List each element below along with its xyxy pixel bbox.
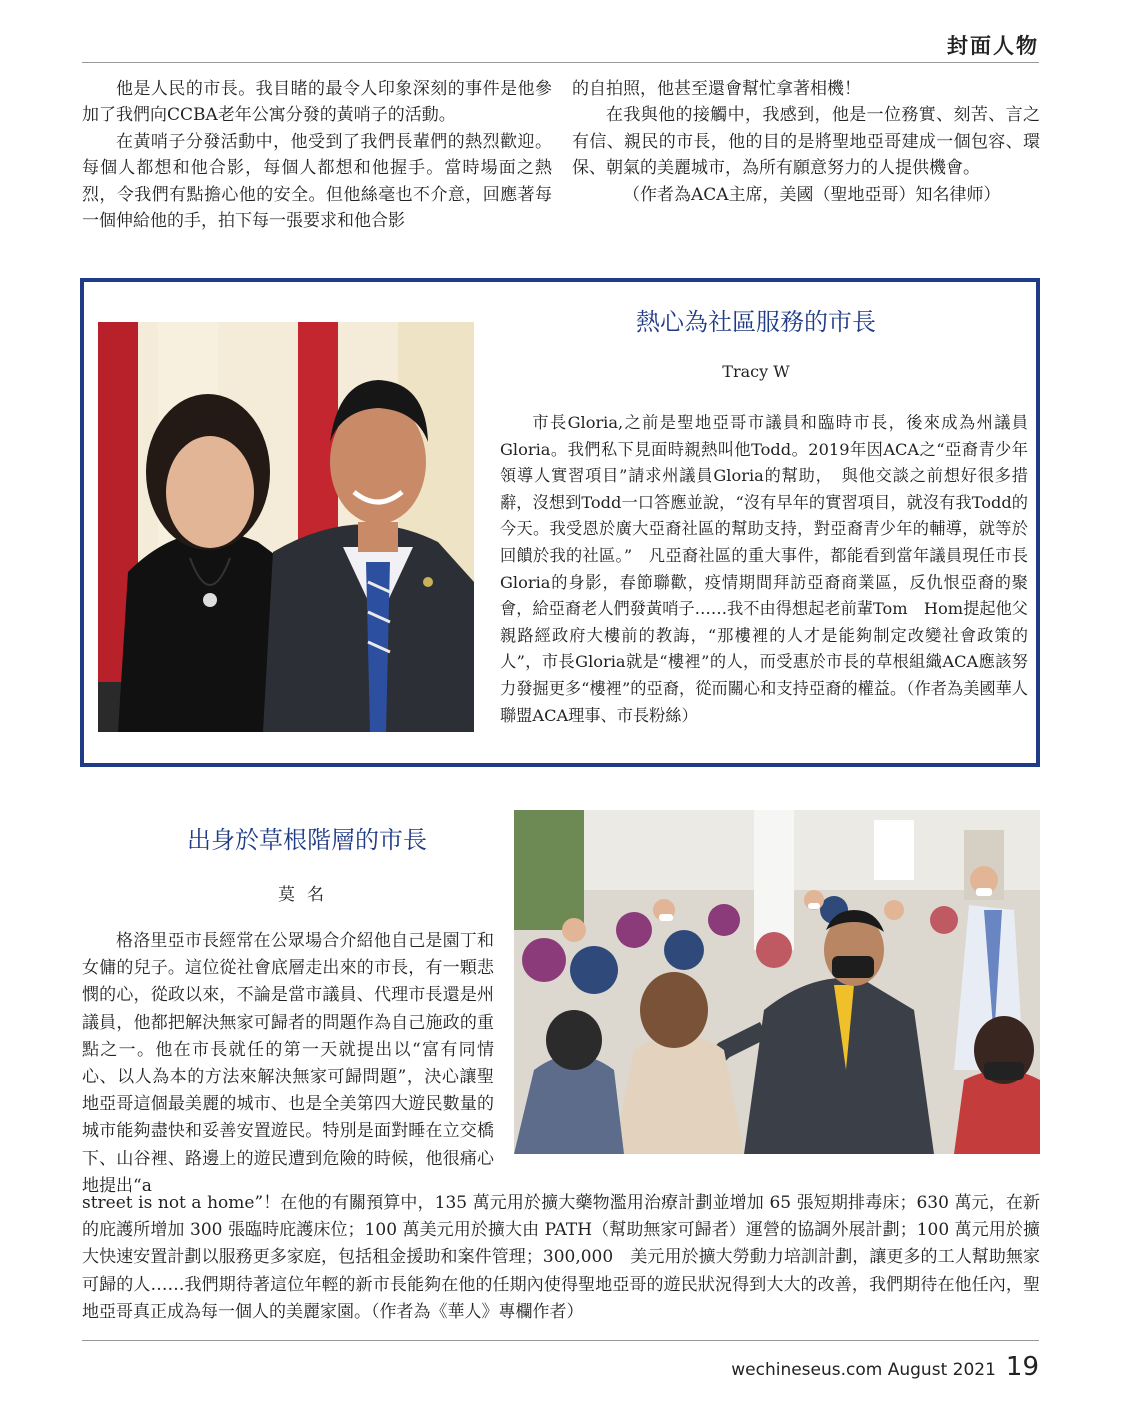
- intro-paragraph-1: 他是人民的市長。我目睹的最令人印象深刻的事件是他參加了我們向CCBA老年公寓分發的黃哨子的活動。: [82, 79, 552, 126]
- article3-body-top: [82, 928, 494, 1200]
- intro-paragraph-3: 在我與他的接觸中，我感到，他是一位務實、刻苦、言之有信、親民的市長，他的目的是將聖地亞哥建成一個包容、環保、朝氣的美麗城市，為所有願意努力的人提供機會。: [572, 105, 1040, 179]
- bottom-divider: [82, 1340, 1039, 1341]
- boxed-article: [80, 278, 1040, 767]
- boxed-article-body: [500, 410, 1028, 729]
- intro-right-column: [572, 76, 1040, 208]
- article3-author: 莫名: [278, 885, 336, 905]
- boxed-article-author: Tracy W: [722, 362, 790, 381]
- intro-continuation: 的自拍照，他甚至還會幫忙拿著相機！: [572, 79, 861, 99]
- intro-paragraph-2: 在黃哨子分發活動中，他受到了我們長輩們的熱烈歡迎。每個人都想和他合影，每個人都想和他握手。當時場面之熱烈，令我們有點擔心他的安全。但他絲毫也不介意，回應著每一個伸給他的手，拍下每一張要求和他合影: [82, 131, 552, 232]
- intro-left-column: [82, 76, 552, 234]
- top-divider: [82, 62, 1039, 63]
- article3-paragraph-bottom: street is not a home”！在他的有關預算中，135 萬元用於擴大藥物濫用治療計劃並增加 65 張短期排毒床；630 萬元，在新的庇護所增加 300 張臨時庇護床位；100 萬美元用於擴大由 PATH（幫助無家可歸者）運營的協調外展計劃；100 萬元用於擴大快速安置計劃以服務更多家庭，包括租金援助和案件管理；300,000 美元用於擴大勞動力培訓計劃，讓更多的工人幫助無家可歸的人……我們期待著這位年輕的新市長能夠在他的任期內使得聖地亞哥的遊民狀況得到大大的改善，我們期待在他任內，聖地亞哥真正成為每一個人的美麗家園。（作者為《華人》專欄作者）: [82, 1193, 1040, 1322]
- article3-body-bottom: [82, 1190, 1040, 1326]
- boxed-article-title: 熱心為社區服務的市長: [636, 308, 876, 336]
- intro-author-note: （作者為ACA主席，美國（聖地亞哥）知名律师）: [623, 184, 1001, 205]
- event-photo: [514, 810, 1040, 1154]
- article3-title: 出身於草根階層的市長: [187, 826, 427, 854]
- article3-paragraph-top: 格洛里亞市長經常在公眾場合介紹他自己是園丁和女傭的兒子。這位從社會底層走出來的市長，有一顆悲憫的心，從政以來，不論是當市議員、代理市長還是州議員，他都把解決無家可歸者的問題作為自己施政的重點之一。他在市長就任的第一天就提出以“富有同情心、以人為本的方法來解決無家可歸問題”，決心讓聖地亞哥這個最美麗的城市、也是全美第四大遊民數量的城市能夠盡快和妥善安置遊民。特別是面對睡在立交橋下、山谷裡、路邊上的遊民遭到危險的時候，他很痛心地提出“a: [82, 931, 494, 1196]
- section-label: 封面人物: [947, 33, 1039, 58]
- footer-site-date: wechineseus.com August 2021: [731, 1360, 996, 1380]
- portrait-photo: [98, 322, 474, 732]
- page-number: 19: [1005, 1352, 1039, 1382]
- boxed-article-paragraph: 市長Gloria,之前是聖地亞哥市議員和臨時市長，後來成為州議員Gloria。我們私下見面時親熱叫他Todd。2019年因ACA之“亞裔青少年領導人實習項目”請求州議員Gloria的幫助， 與他交談之前想好很多措辭，沒想到Todd一口答應並說，“沒有早年的實習項目，就沒有我Todd的今天。我受恩於廣大亞裔社區的幫助支持，對亞裔青少年的輔導，就等於回饋於我的社區。” 凡亞裔社區的重大事件，都能看到當年議員現任市長Gloria的身影，春節聯歡，疫情期間拜訪亞裔商業區，反仇恨亞裔的聚會，給亞裔老人們發黃哨子……我不由得想起老前輩Tom Hom提起他父親路經政府大樓前的教誨，“那樓裡的人才是能夠制定改變社會政策的人”，市長Gloria就是“樓裡”的人，而受惠於市長的草根組織ACA應該努力發掘更多“樓裡”的亞裔，從而關心和支持亞裔的權益。（作者為美國華人聯盟ACA理事、市長粉絲）: [500, 413, 1028, 725]
- page-footer: [731, 1352, 1039, 1382]
